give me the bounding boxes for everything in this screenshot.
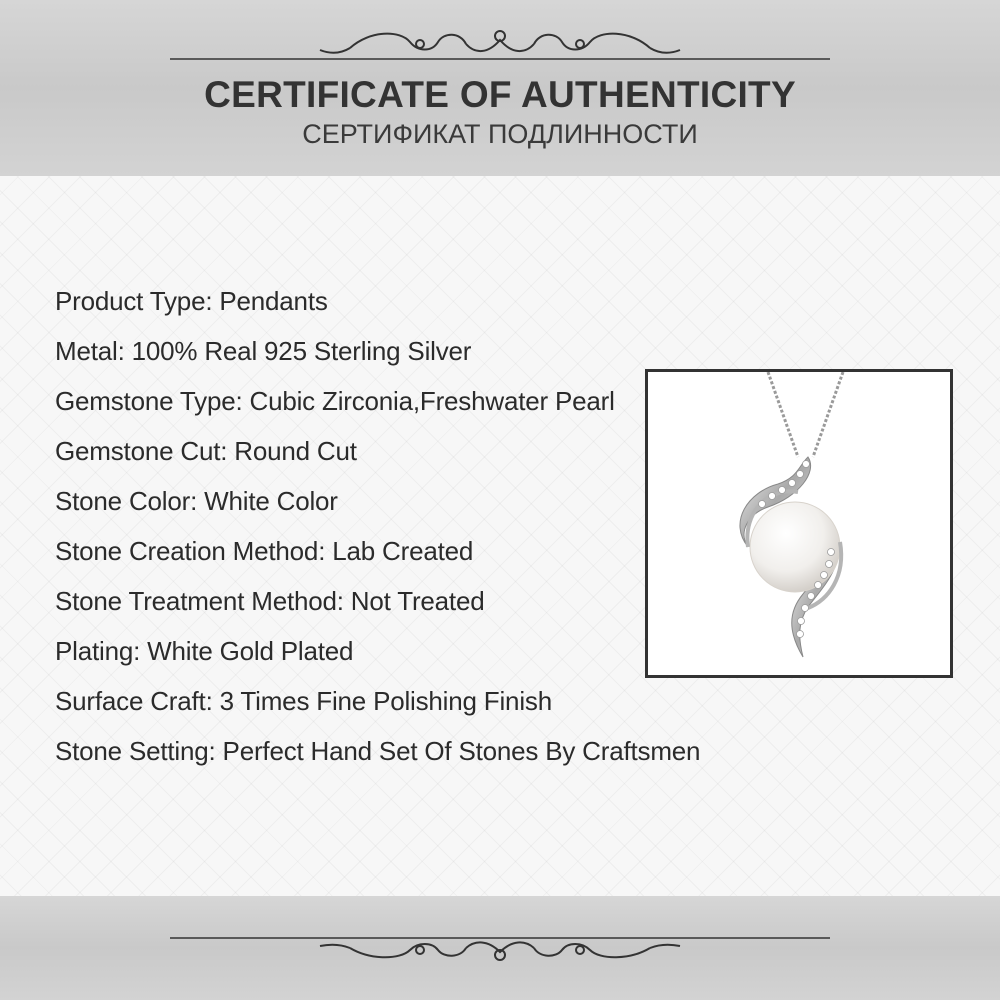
spec-stone-color: Stone Color: White Color [55,486,338,516]
spec-plating: Plating: White Gold Plated [55,636,354,666]
ornament-divider-bottom [170,922,830,962]
spec-stone-setting: Stone Setting: Perfect Hand Set Of Stones By Craftsmen [55,736,701,766]
spec-metal: Metal: 100% Real 925 Sterling Silver [55,336,472,366]
spec-stone-creation: Stone Creation Method: Lab Created [55,536,474,566]
product-photo [645,369,953,678]
certificate-subtitle-ru: СЕРТИФИКАТ ПОДЛИННОСТИ [302,119,698,149]
spec-gemstone-type: Gemstone Type: Cubic Zirconia,Freshwater Pearl [55,386,615,416]
ornament-divider-top [170,24,830,64]
spec-gemstone-cut: Gemstone Cut: Round Cut [55,436,357,466]
spec-surface-craft: Surface Craft: 3 Times Fine Polishing Finish [55,686,552,716]
spec-stone-treatment: Stone Treatment Method: Not Treated [55,586,485,616]
certificate-title: CERTIFICATE OF AUTHENTICITY [204,74,796,115]
product-spec-list [55,283,700,783]
pearl-pendant-icon [648,372,950,675]
spec-product-type: Product Type: Pendants [55,286,328,316]
